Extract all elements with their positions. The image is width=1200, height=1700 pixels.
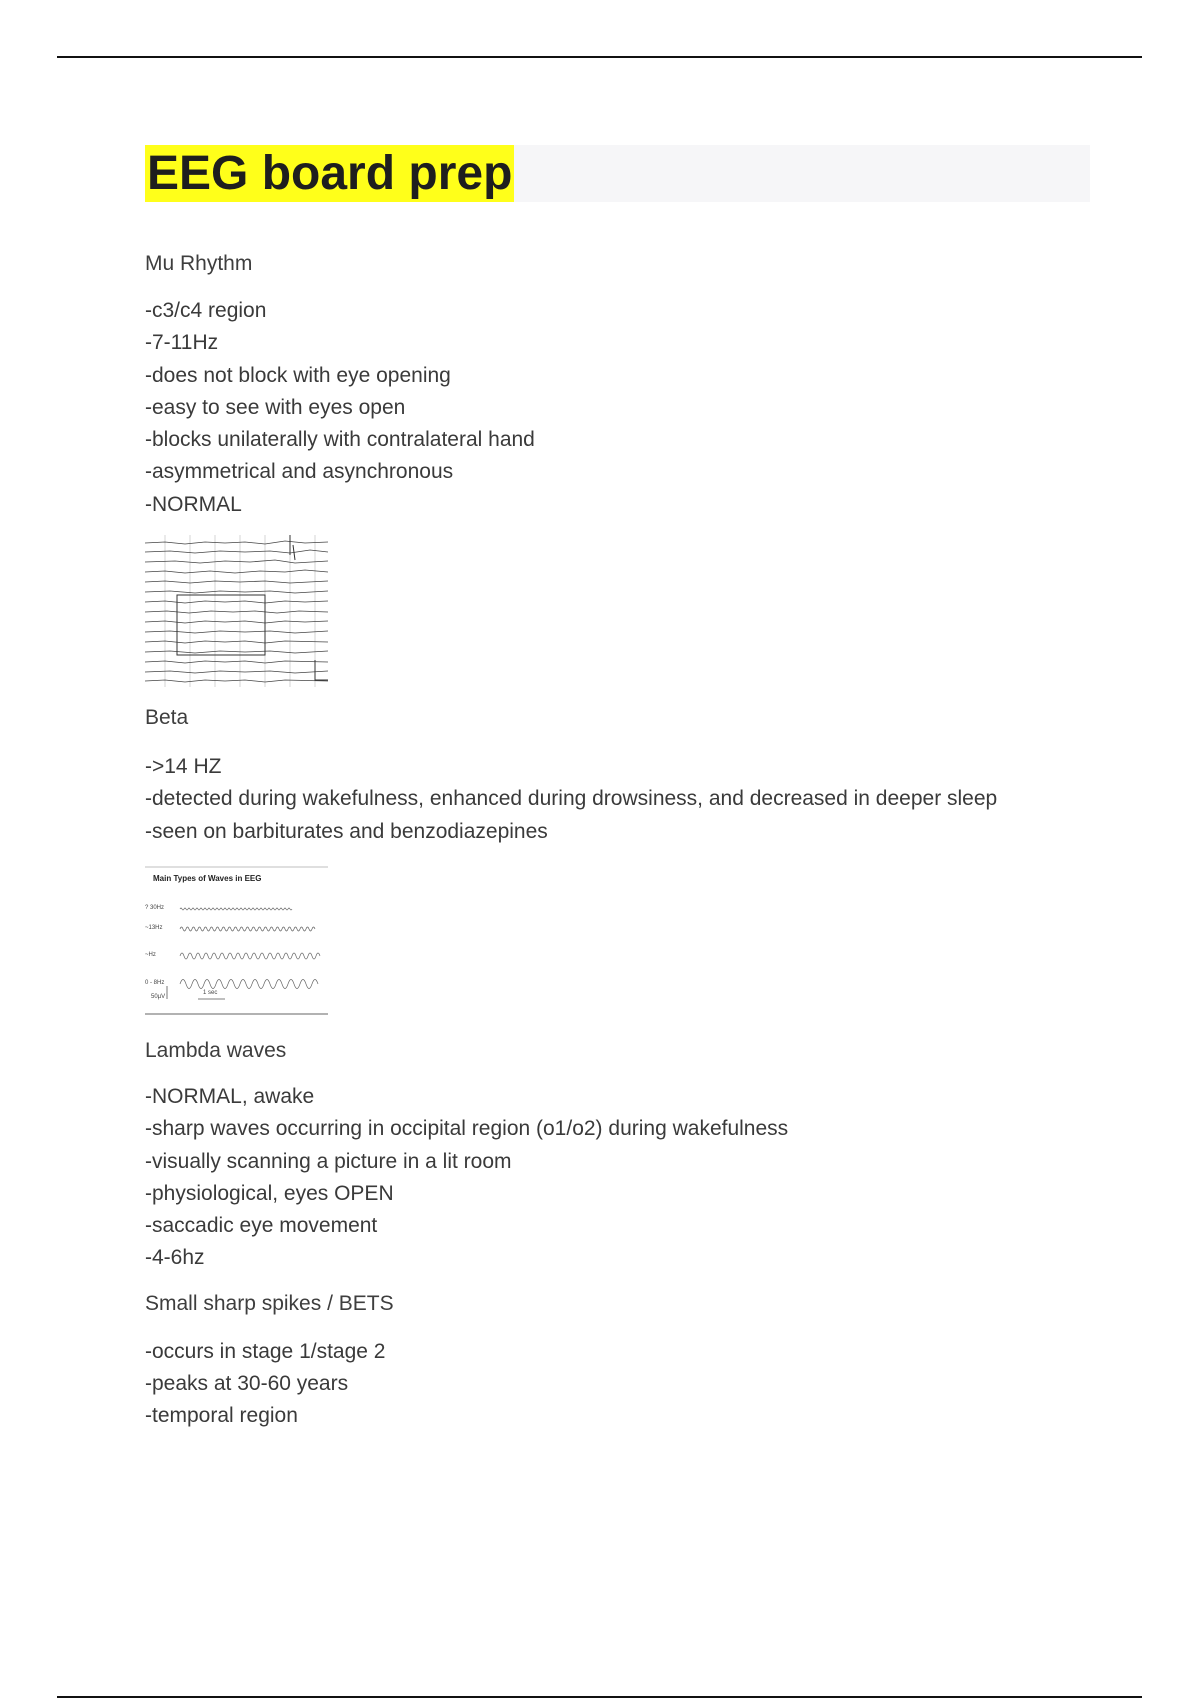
list-item: -peaks at 30-60 years [145, 1372, 349, 1396]
section-small-sharp-spikes [145, 1289, 1090, 1433]
figure-title: Main Types of Waves in EEG [153, 873, 262, 883]
title-band [145, 145, 1090, 202]
list-item: -4-6hz [145, 1246, 205, 1270]
list-item: -temporal region [145, 1404, 298, 1428]
item-list [145, 1081, 1090, 1275]
list-item: -easy to see with eyes open [145, 395, 406, 419]
section-heading: Mu Rhythm [145, 252, 253, 275]
list-item: -sharp waves occurring in occipital region (o1/o2) during wakefulness [145, 1117, 789, 1141]
row-label: ~Hz [145, 951, 156, 958]
bottom-rule [57, 1696, 1142, 1698]
section-beta [145, 703, 1090, 848]
list-item: -NORMAL [145, 492, 242, 516]
row-label: ? 30Hz [145, 904, 165, 911]
document-content [145, 145, 1090, 1433]
beta-wave-types-figure [145, 866, 328, 1016]
list-item: -occurs in stage 1/stage 2 [145, 1339, 386, 1363]
section-mu-rhythm [145, 249, 1090, 521]
top-rule [57, 56, 1142, 58]
section-heading: Lambda waves [145, 1038, 287, 1062]
list-item: -blocks unilaterally with contralateral hand [145, 428, 535, 452]
item-list [145, 751, 1090, 848]
time-label: 1 sec [203, 989, 218, 996]
list-item: -physiological, eyes OPEN [145, 1181, 394, 1205]
mu-rhythm-eeg-figure [145, 535, 328, 687]
section-heading: Small sharp spikes / BETS [145, 1291, 394, 1315]
page-title: EEG board prep [147, 147, 513, 200]
wave-types-image [145, 866, 328, 1016]
list-item: -does not block with eye opening [145, 363, 451, 387]
row-label: ~13Hz [145, 924, 163, 931]
list-item: -seen on barbiturates and benzodiazepines [145, 819, 548, 843]
list-item: -7-11Hz [145, 331, 219, 355]
list-item: -saccadic eye movement [145, 1214, 378, 1238]
eeg-trace-image [145, 535, 328, 687]
row-label: 0 - 8Hz [145, 979, 165, 986]
item-list [145, 295, 1090, 521]
item-list [145, 1336, 1090, 1433]
section-heading: Beta [145, 706, 189, 730]
list-item: -NORMAL, awake [145, 1084, 315, 1108]
scale-label: 50µV [151, 993, 166, 1000]
list-item: ->14 HZ [145, 755, 222, 779]
list-item: -detected during wakefulness, enhanced during drowsiness, and decreased in deeper sleep [145, 787, 998, 811]
list-item: -c3/c4 region [145, 299, 267, 322]
list-item: -visually scanning a picture in a lit room [145, 1149, 512, 1173]
list-item: -asymmetrical and asynchronous [145, 460, 454, 484]
section-lambda-waves [145, 1036, 1090, 1275]
